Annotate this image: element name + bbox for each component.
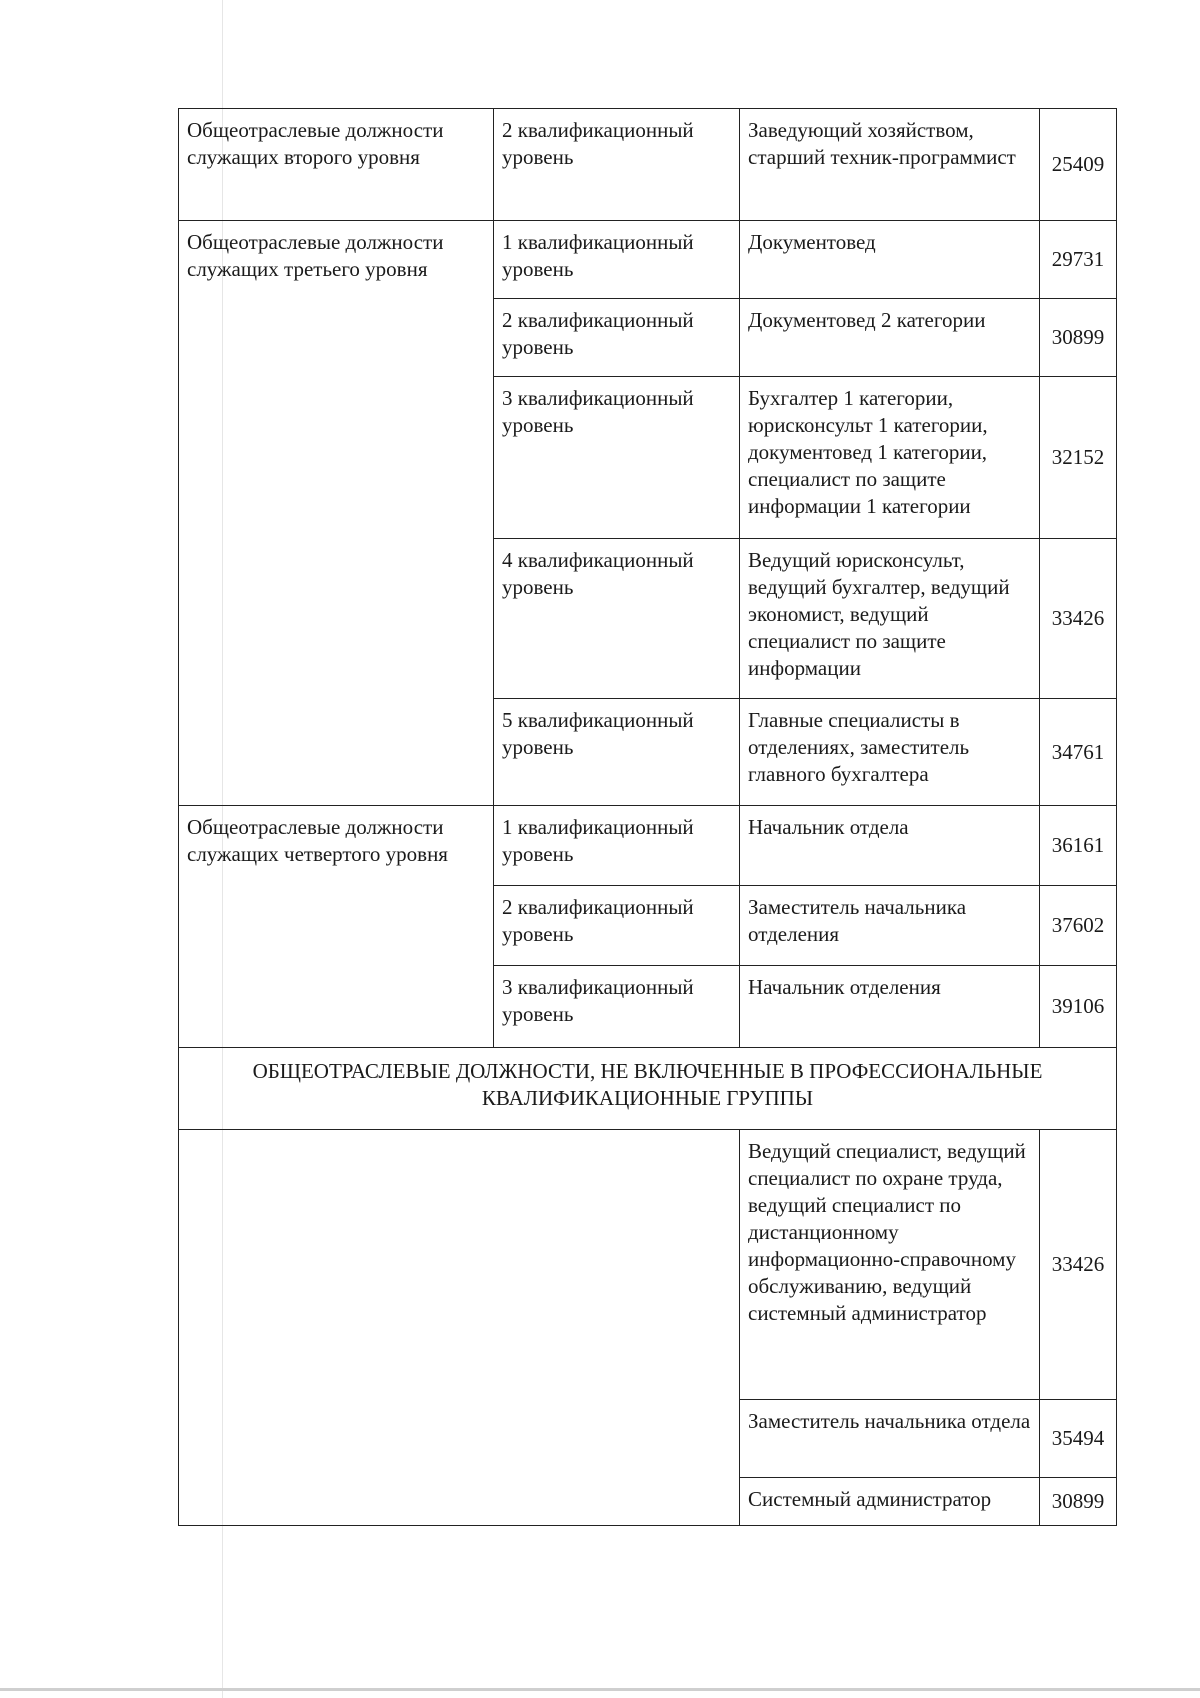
level-cell: 1 квалификационный уровень xyxy=(494,806,740,886)
level-cell: 1 квалификационный уровень xyxy=(494,221,740,299)
positions-cell: Главные специалисты в отделениях, заместитель главного бухгалтера xyxy=(740,699,1040,806)
positions-cell: Ведущий специалист, ведущий специалист по охране труда, ведущий специалист по дистанционному информационно-справочному обслуживанию, ведущий системный администратор xyxy=(740,1130,1040,1400)
table-row xyxy=(179,221,1117,299)
salary-cell: 34761 xyxy=(1040,699,1117,806)
level-cell: 3 квалификационный уровень xyxy=(494,377,740,539)
positions-cell: Системный администратор xyxy=(740,1478,1040,1526)
table-row xyxy=(179,109,1117,221)
positions-cell: Начальник отделения xyxy=(740,966,1040,1048)
level-cell: 4 квалификационный уровень xyxy=(494,539,740,699)
level-cell: 2 квалификационный уровень xyxy=(494,886,740,966)
level-cell: 5 квалификационный уровень xyxy=(494,699,740,806)
positions-cell: Заведующий хозяйством, старший техник-программист xyxy=(740,109,1040,221)
salary-cell: 39106 xyxy=(1040,966,1117,1048)
table-row xyxy=(179,806,1117,886)
group-cell: Общеотраслевые должности служащих второго уровня xyxy=(179,109,494,221)
salary-cell: 25409 xyxy=(1040,109,1117,221)
salary-cell: 35494 xyxy=(1040,1400,1117,1478)
group-cell: Общеотраслевые должности служащих третьего уровня xyxy=(179,221,494,806)
positions-cell: Документовед 2 категории xyxy=(740,299,1040,377)
salary-cell: 33426 xyxy=(1040,539,1117,699)
table-row xyxy=(179,1130,1117,1400)
salary-cell: 32152 xyxy=(1040,377,1117,539)
salary-cell: 36161 xyxy=(1040,806,1117,886)
positions-cell: Документовед xyxy=(740,221,1040,299)
salary-cell: 30899 xyxy=(1040,1478,1117,1526)
positions-cell: Начальник отдела xyxy=(740,806,1040,886)
salary-cell: 29731 xyxy=(1040,221,1117,299)
section-heading-row xyxy=(179,1048,1117,1130)
positions-cell: Ведущий юрисконсульт, ведущий бухгалтер, ведущий экономист, ведущий специалист по защите информации xyxy=(740,539,1040,699)
positions-cell: Заместитель начальника отдела xyxy=(740,1400,1040,1478)
positions-cell: Заместитель начальника отделения xyxy=(740,886,1040,966)
section-heading: ОБЩЕОТРАСЛЕВЫЕ ДОЛЖНОСТИ, НЕ ВКЛЮЧЕННЫЕ В ПРОФЕССИОНАЛЬНЫЕ КВАЛИФИКАЦИОННЫЕ ГРУППЫ xyxy=(179,1048,1117,1130)
level-cell: 2 квалификационный уровень xyxy=(494,109,740,221)
level-cell: 2 квалификационный уровень xyxy=(494,299,740,377)
empty-cell xyxy=(179,1130,740,1526)
level-cell: 3 квалификационный уровень xyxy=(494,966,740,1048)
salary-cell: 37602 xyxy=(1040,886,1117,966)
scan-bottom-edge xyxy=(0,1688,1200,1691)
salary-table xyxy=(178,108,1117,1526)
salary-cell: 33426 xyxy=(1040,1130,1117,1400)
positions-cell: Бухгалтер 1 категории, юрисконсульт 1 категории, документовед 1 категории, специалист по защите информации 1 категории xyxy=(740,377,1040,539)
salary-cell: 30899 xyxy=(1040,299,1117,377)
group-cell: Общеотраслевые должности служащих четвертого уровня xyxy=(179,806,494,1048)
